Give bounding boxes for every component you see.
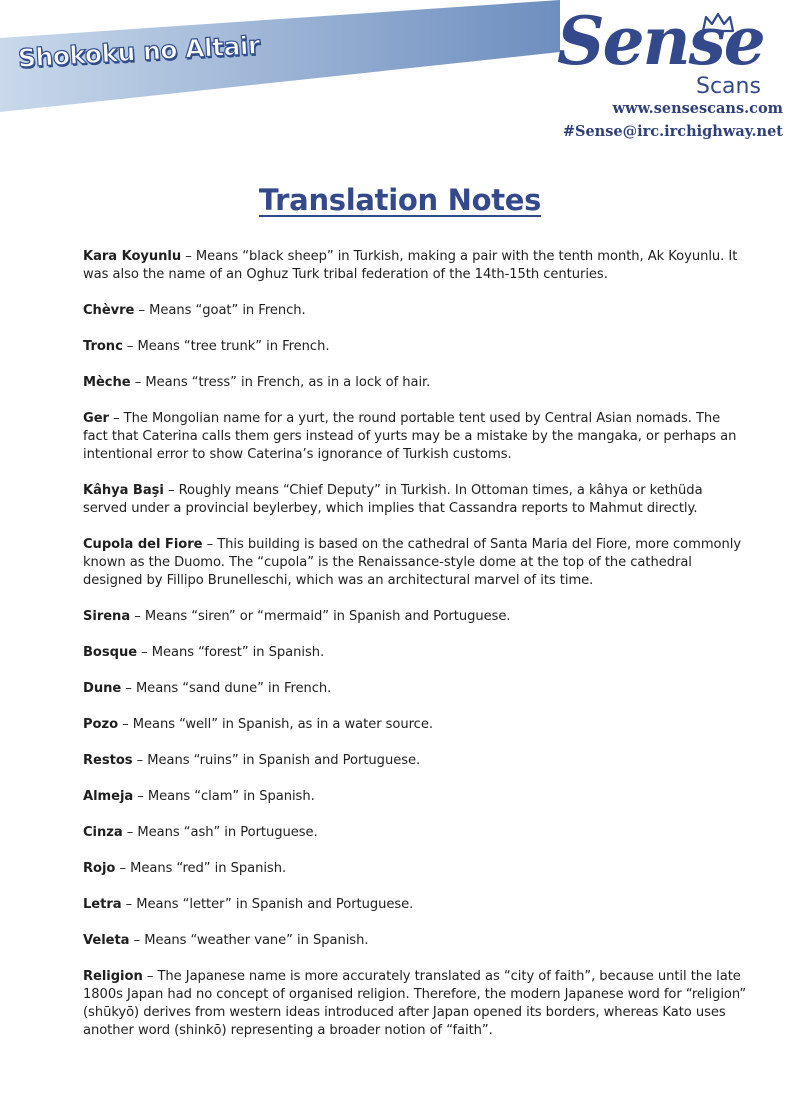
note-entry: Rojo – Means “red” in Spanish. (83, 861, 287, 876)
note-definition: Means “black sheep” in Turkish, making a pair with the tenth month, Ak Koyunlu. It was also the name of an Oghuz Turk tribal federation of the 14th-15th centuries. (83, 249, 738, 282)
note-definition: Means “well” in Spanish, as in a water source. (132, 717, 433, 732)
note-entry: Chèvre – Means “goat” in French. (83, 303, 306, 318)
note-definition: Means “tree trunk” in French. (137, 339, 330, 354)
note-definition: Means “siren” or “mermaid” in Spanish and Portuguese. (144, 609, 511, 624)
note-entry: Letra – Means “letter” in Spanish and Portuguese. (83, 897, 414, 912)
note-term: Religion (83, 969, 143, 984)
note-definition: Means “red” in Spanish. (130, 861, 287, 876)
note-entry: Mèche – Means “tress” in French, as in a lock of hair. (83, 375, 431, 390)
crown-icon (700, 12, 736, 34)
logo-subtitle: Scans (696, 74, 761, 99)
note-definition: This building is based on the cathedral of Santa Maria del Fiore, more commonly known as the Duomo. The “cupola” is the Renaissance-style dome at the top of the cathedral designed by Fillipo Brunelleschi, which was an architectural marvel of its time. (83, 537, 742, 588)
note-definition: Means “goat” in French. (149, 303, 306, 318)
note-definition: Means “forest” in Spanish. (151, 645, 325, 660)
note-definition: The Japanese name is more accurately translated as “city of faith”, because until the late 1800s Japan had no concept of organised religion. Therefore, the modern Japanese word for “religion” (shūkyō) derives from western ideas introduced after Japan opened its borders, whereas Kato uses another word (shinkō) representing a broader notion of “faith”. (83, 969, 747, 1038)
note-term: Veleta (83, 933, 130, 948)
note-definition: Means “ash” in Portuguese. (137, 825, 318, 840)
notes-list (83, 248, 748, 1058)
note-definition: Roughly means “Chief Deputy” in Turkish. In Ottoman times, a kâhya or kethüda served under a provincial beylerbey, which implies that Cassandra reports to Mahmut directly. (83, 483, 703, 516)
note-term: Sirena (83, 609, 131, 624)
note-entry: Cupola del Fiore – This building is based on the cathedral of Santa Maria del Fiore, more commonly known as the Duomo. The “cupola” is the Renaissance-style dome at the top of the cathedral designed by Fillipo Brunelleschi, which was an architectural marvel of its time. (83, 537, 742, 588)
note-entry: Almeja – Means “clam” in Spanish. (83, 789, 315, 804)
note-entry: Bosque – Means “forest” in Spanish. (83, 645, 325, 660)
note-term: Kara Koyunlu (83, 249, 182, 264)
note-entry: Dune – Means “sand dune” in French. (83, 681, 332, 696)
note-definition: Means “tress” in French, as in a lock of hair. (145, 375, 431, 390)
page-title (0, 183, 800, 217)
note-definition: Means “letter” in Spanish and Portuguese. (136, 897, 414, 912)
logo-wordmark: Sense (557, 2, 764, 80)
note-term: Kâhya Başi (83, 483, 164, 498)
note-definition: Means “sand dune” in French. (135, 681, 332, 696)
note-entry: Ger – The Mongolian name for a yurt, the round portable tent used by Central Asian nomads. The fact that Caterina calls them gers instead of yurts may be a mistake by the mangaka, or perhaps an intentional error to show Caterina’s ignorance of Turkish customs. (83, 411, 737, 462)
note-entry: Tronc – Means “tree trunk” in French. (83, 339, 330, 354)
note-entry: Kâhya Başi – Roughly means “Chief Deputy” in Turkish. In Ottoman times, a kâhya or kethüda served under a provincial beylerbey, which implies that Cassandra reports to Mahmut directly. (83, 483, 703, 516)
note-entry: Restos – Means “ruins” in Spanish and Portuguese. (83, 753, 421, 768)
note-definition: The Mongolian name for a yurt, the round portable tent used by Central Asian nomads. The fact that Caterina calls them gers instead of yurts may be a mistake by the mangaka, or perhaps an intentional error to show Caterina’s ignorance of Turkish customs. (83, 411, 737, 462)
note-definition: Means “ruins” in Spanish and Portuguese. (147, 753, 421, 768)
irc-channel: #Sense@irc.irchighway.net (562, 123, 783, 140)
note-definition: Means “clam” in Spanish. (147, 789, 315, 804)
note-term: Dune (83, 681, 122, 696)
note-term: Rojo (83, 861, 116, 876)
note-entry: Kara Koyunlu – Means “black sheep” in Turkish, making a pair with the tenth month, Ak Koyunlu. It was also the name of an Oghuz Turk tribal federation of the 14th-15th centuries. (83, 249, 738, 282)
note-term: Ger (83, 411, 109, 426)
note-entry: Cinza – Means “ash” in Portuguese. (83, 825, 318, 840)
note-term: Bosque (83, 645, 138, 660)
note-term: Chèvre (83, 303, 135, 318)
series-title: Shokoku no Altair (17, 30, 261, 73)
note-term: Mèche (83, 375, 131, 390)
note-term: Letra (83, 897, 122, 912)
note-definition: Means “weather vane” in Spanish. (144, 933, 369, 948)
note-term: Cupola del Fiore (83, 537, 203, 552)
page-title-text: Translation Notes (258, 183, 542, 217)
note-term: Cinza (83, 825, 123, 840)
note-entry: Veleta – Means “weather vane” in Spanish. (83, 933, 369, 948)
note-entry: Sirena – Means “siren” or “mermaid” in Spanish and Portuguese. (83, 609, 511, 624)
note-term: Restos (83, 753, 133, 768)
note-term: Almeja (83, 789, 134, 804)
note-term: Tronc (83, 339, 123, 354)
note-entry: Pozo – Means “well” in Spanish, as in a water source. (83, 717, 433, 732)
site-url: www.sensescans.com (612, 100, 783, 117)
note-term: Pozo (83, 717, 119, 732)
note-entry: Religion – The Japanese name is more accurately translated as “city of faith”, because until the late 1800s Japan had no concept of organised religion. Therefore, the modern Japanese word for “religion” (shūkyō) derives from western ideas introduced after Japan opened its borders, whereas Kato uses another word (shinkō) representing a broader notion of “faith”. (83, 969, 747, 1038)
